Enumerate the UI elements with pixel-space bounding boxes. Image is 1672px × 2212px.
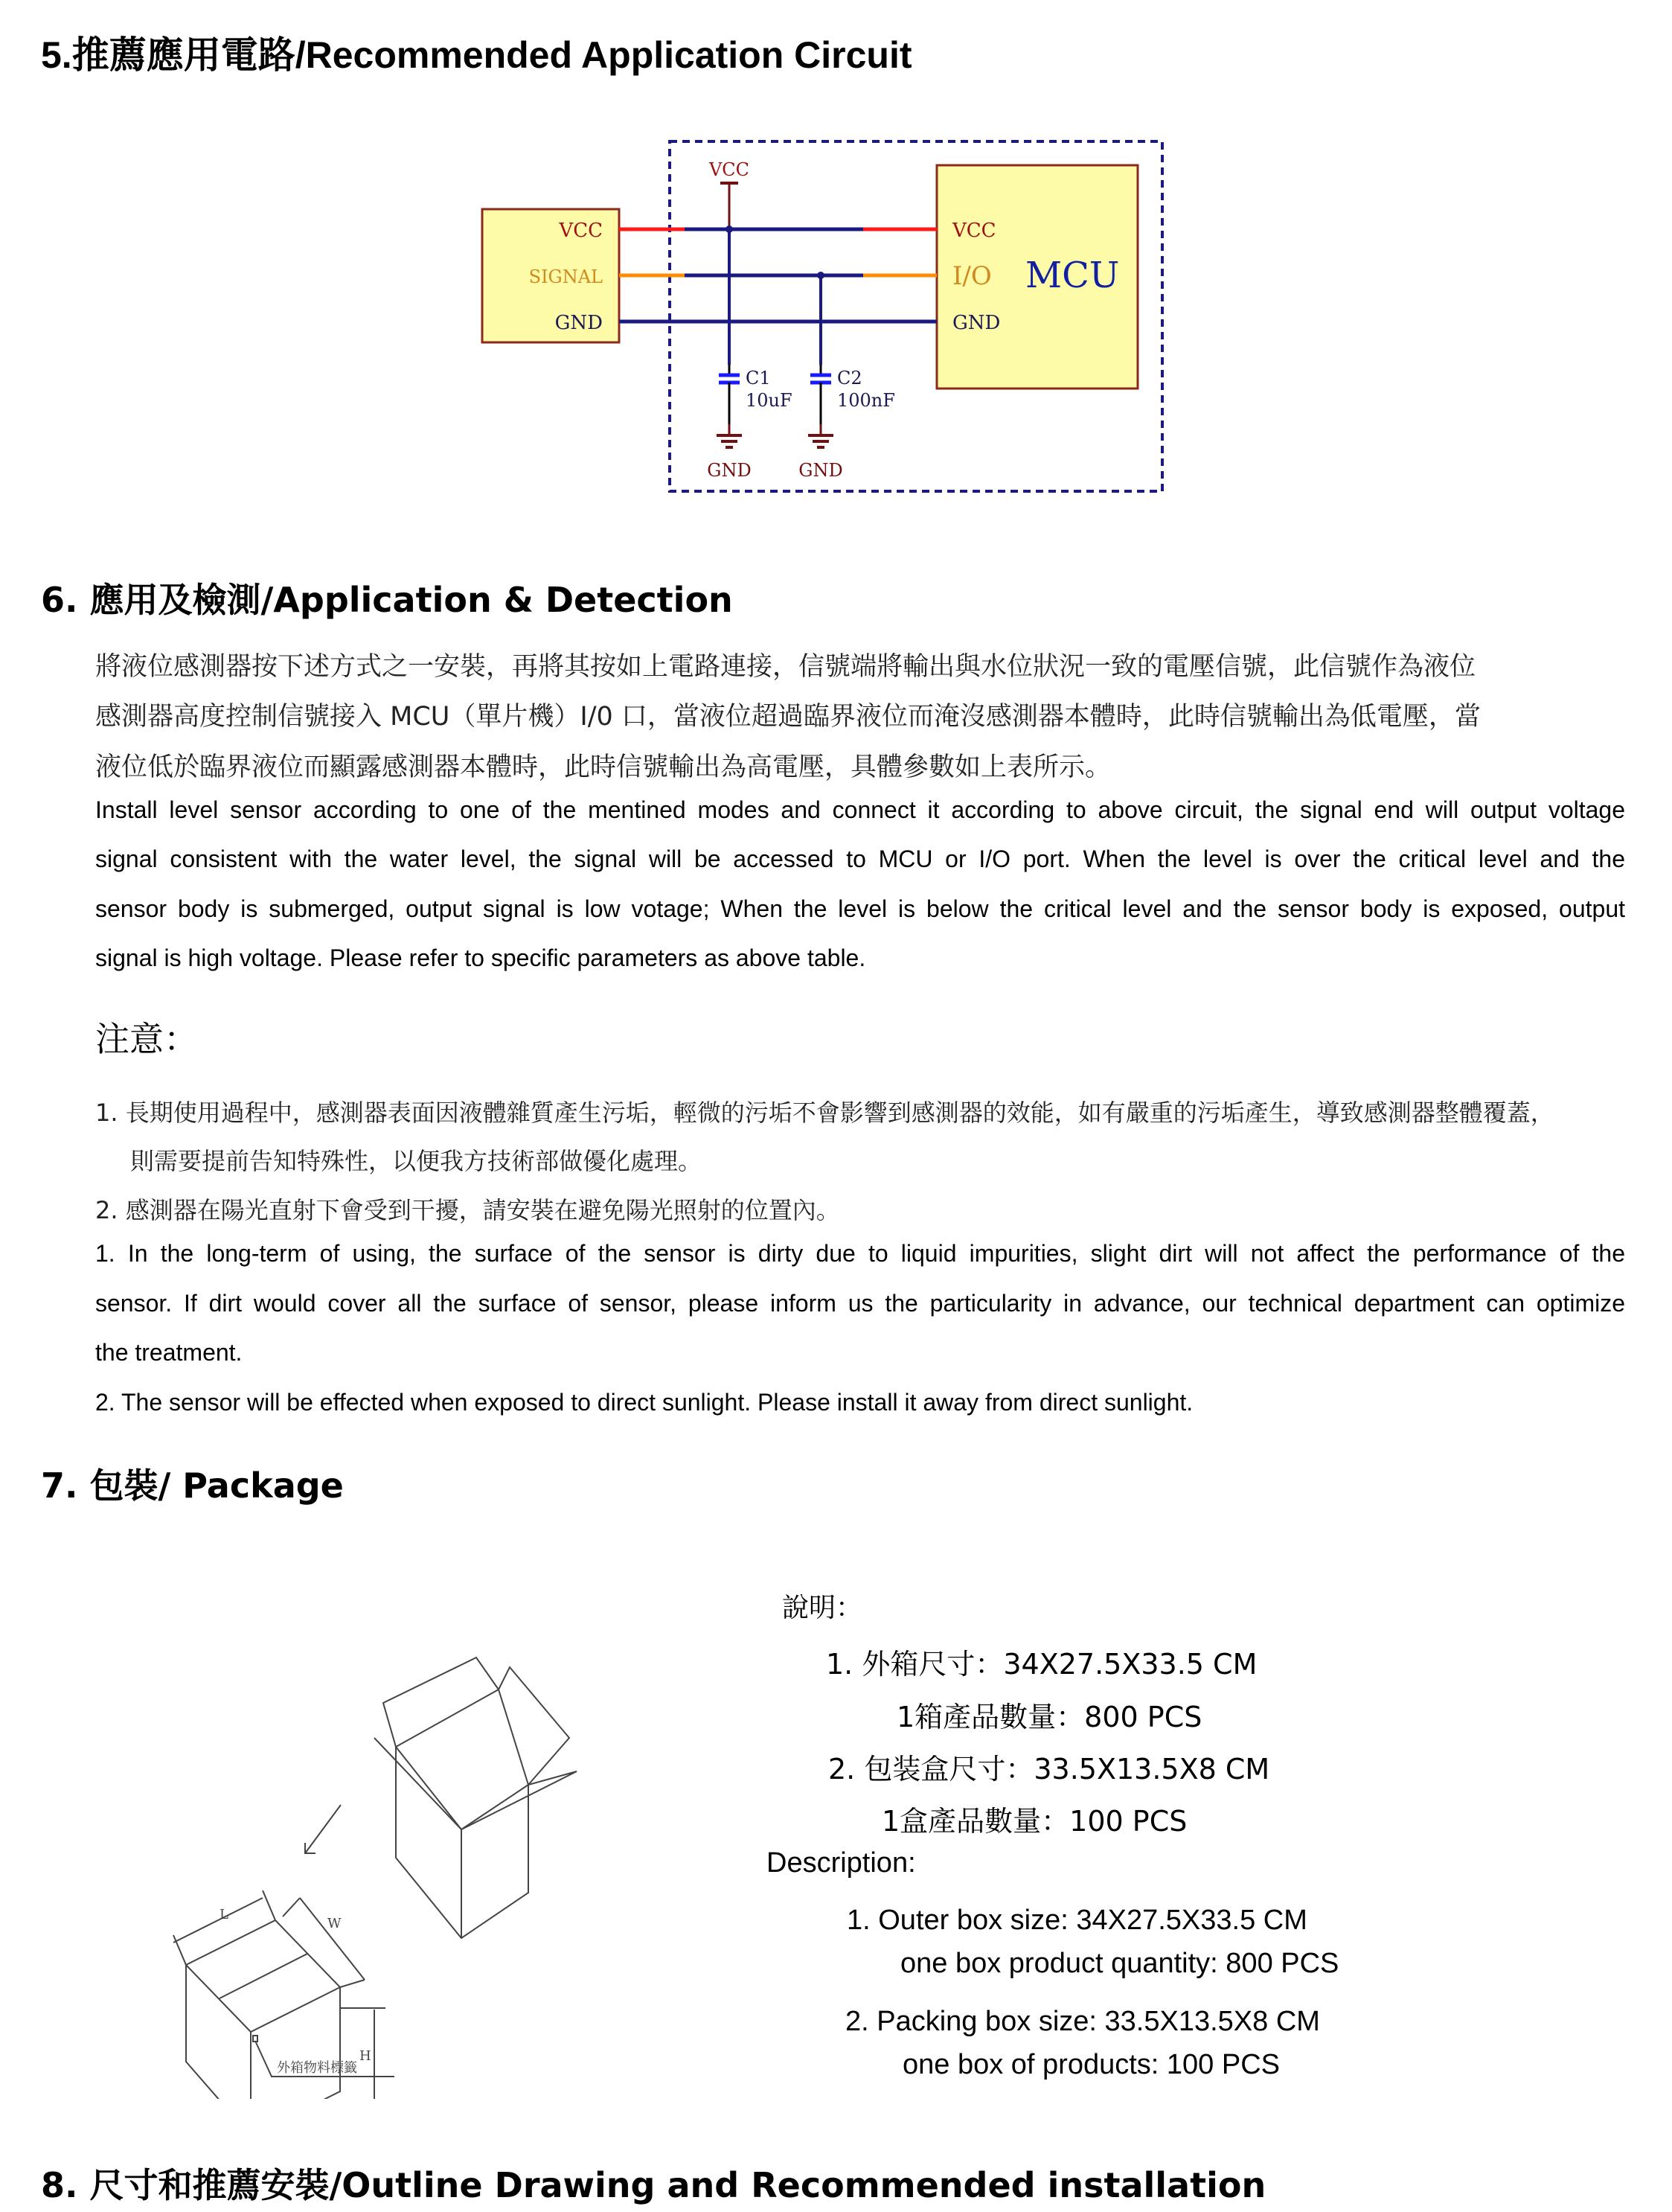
mcu-pin-io: I/O — [952, 261, 992, 291]
en-paragraph-line-4: signal is high voltage. Please refer to specific parameters as above table. — [95, 944, 866, 971]
package-en-item-1: 1. Outer box size: 34X27.5X33.5 CM — [847, 1905, 1307, 1936]
notes-title: 注意： — [95, 1019, 198, 1059]
c1-value: 10uF — [746, 390, 792, 411]
arrow-icon — [305, 1805, 341, 1853]
package-cn-item-2: 2. 包装盒尺寸：33.5X13.5X8 CM — [828, 1753, 1270, 1786]
en-paragraph-line-3: sensor body is submerged, output signal is low votage; When the level is below the critical level and the sensor body is exposed, output — [95, 895, 1625, 922]
package-cn-item-1: 1. 外箱尺寸：34X27.5X33.5 CM — [826, 1648, 1258, 1681]
dim-h-label: H — [359, 2048, 371, 2064]
package-en-heading: Description: — [766, 1847, 916, 1879]
cn-paragraph-line-1: 將液位感測器按下述方式之一安裝，再將其按如上電路連接，信號端將輸出與水位狀況一致的電壓信號，此信號作為液位 — [95, 652, 1476, 682]
note-en-1: 1. In the long-term of using, the surface of the sensor is dirty due to liquid impurities, slight dirt will not affect the performance of the — [95, 1240, 1625, 1267]
c2-value: 100nF — [837, 390, 895, 411]
open-box — [374, 1658, 577, 1938]
section-8-title: 8. 尺寸和推薦安裝/Outline Drawing and Recommended installation — [41, 2165, 1266, 2205]
sensor-pin-gnd: GND — [554, 312, 603, 334]
mcu-label: MCU — [1025, 255, 1120, 296]
package-en-item-2: 2. Packing box size: 33.5X13.5X8 CM — [845, 2006, 1320, 2037]
section-6-title: 6. 應用及檢測/Application & Detection — [41, 580, 733, 620]
cn-paragraph-line-3: 液位低於臨界液位而顯露感測器本體時，此時信號輸出為高電壓，具體參數如上表所示。 — [95, 752, 1112, 782]
package-en-item-1-qty: one box product quantity: 800 PCS — [900, 1948, 1339, 1979]
dim-w-label: W — [327, 1916, 342, 1931]
sensor-pin-signal: SIGNAL — [528, 266, 603, 287]
note-cn-1-cont: 則需要提前告知特殊性，以便我方技術部做優化處理。 — [130, 1147, 702, 1175]
application-circuit-diagram — [461, 134, 1176, 506]
dim-l-label: L — [220, 1907, 228, 1922]
capacitor-c1 — [717, 183, 742, 447]
mcu-pin-vcc: VCC — [952, 220, 996, 242]
package-cn-heading: 說明： — [782, 1593, 863, 1623]
c1-name: C1 — [746, 368, 771, 389]
en-paragraph-line-2: signal consistent with the water level, the signal will be accessed to MCU or I/O port. When the level is over the critical level and the — [95, 846, 1625, 872]
en-paragraph-line-1: Install level sensor according to one of the mentined modes and connect it according to above circuit, the signal end will output voltage — [95, 796, 1625, 823]
package-box-drawing — [149, 1548, 610, 2099]
mcu-pin-gnd: GND — [952, 312, 1001, 334]
box-label-caption: 外箱物料標籤 — [277, 2060, 357, 2076]
gnd-label-1: GND — [707, 460, 752, 481]
sensor-pin-vcc: VCC — [559, 220, 603, 242]
package-cn-item-2-qty: 1盒產品數量：100 PCS — [882, 1805, 1188, 1838]
c2-name: C2 — [837, 368, 862, 389]
note-en-1-cont: sensor. If dirt would cover all the surface of sensor, please inform us the particularity in advance, our technical department can optimize — [95, 1290, 1625, 1317]
gnd-label-2: GND — [798, 460, 843, 481]
section-7-title: 7. 包裝/ Package — [41, 1465, 344, 1506]
note-en-1-end: the treatment. — [95, 1339, 243, 1366]
package-en-item-2-qty: one box of products: 100 PCS — [903, 2049, 1280, 2080]
cn-paragraph-line-2: 感測器高度控制信號接入 MCU（單片機）I/0 口，當液位超過臨界液位而淹沒感測器本體時，此時信號輸出為低電壓，當 — [95, 702, 1481, 732]
capacitor-c2 — [808, 272, 833, 447]
package-cn-item-1-qty: 1箱產品數量：800 PCS — [897, 1701, 1202, 1733]
note-cn-2: 2. 感測器在陽光直射下會受到干擾，請安裝在避免陽光照射的位置內。 — [95, 1196, 840, 1224]
note-cn-1: 1. 長期使用過程中，感測器表面因液體雜質產生污垢，輕微的污垢不會影響到感測器的效能，如有嚴重的污垢產生，導致感測器整體覆蓋， — [95, 1099, 1554, 1127]
note-en-2: 2. The sensor will be effected when exposed to direct sunlight. Please install it away from direct sunlight. — [95, 1389, 1194, 1416]
section-5-title: 5.推薦應用電路/Recommended Application Circuit — [41, 34, 912, 76]
vcc-net-label: VCC — [708, 159, 750, 180]
